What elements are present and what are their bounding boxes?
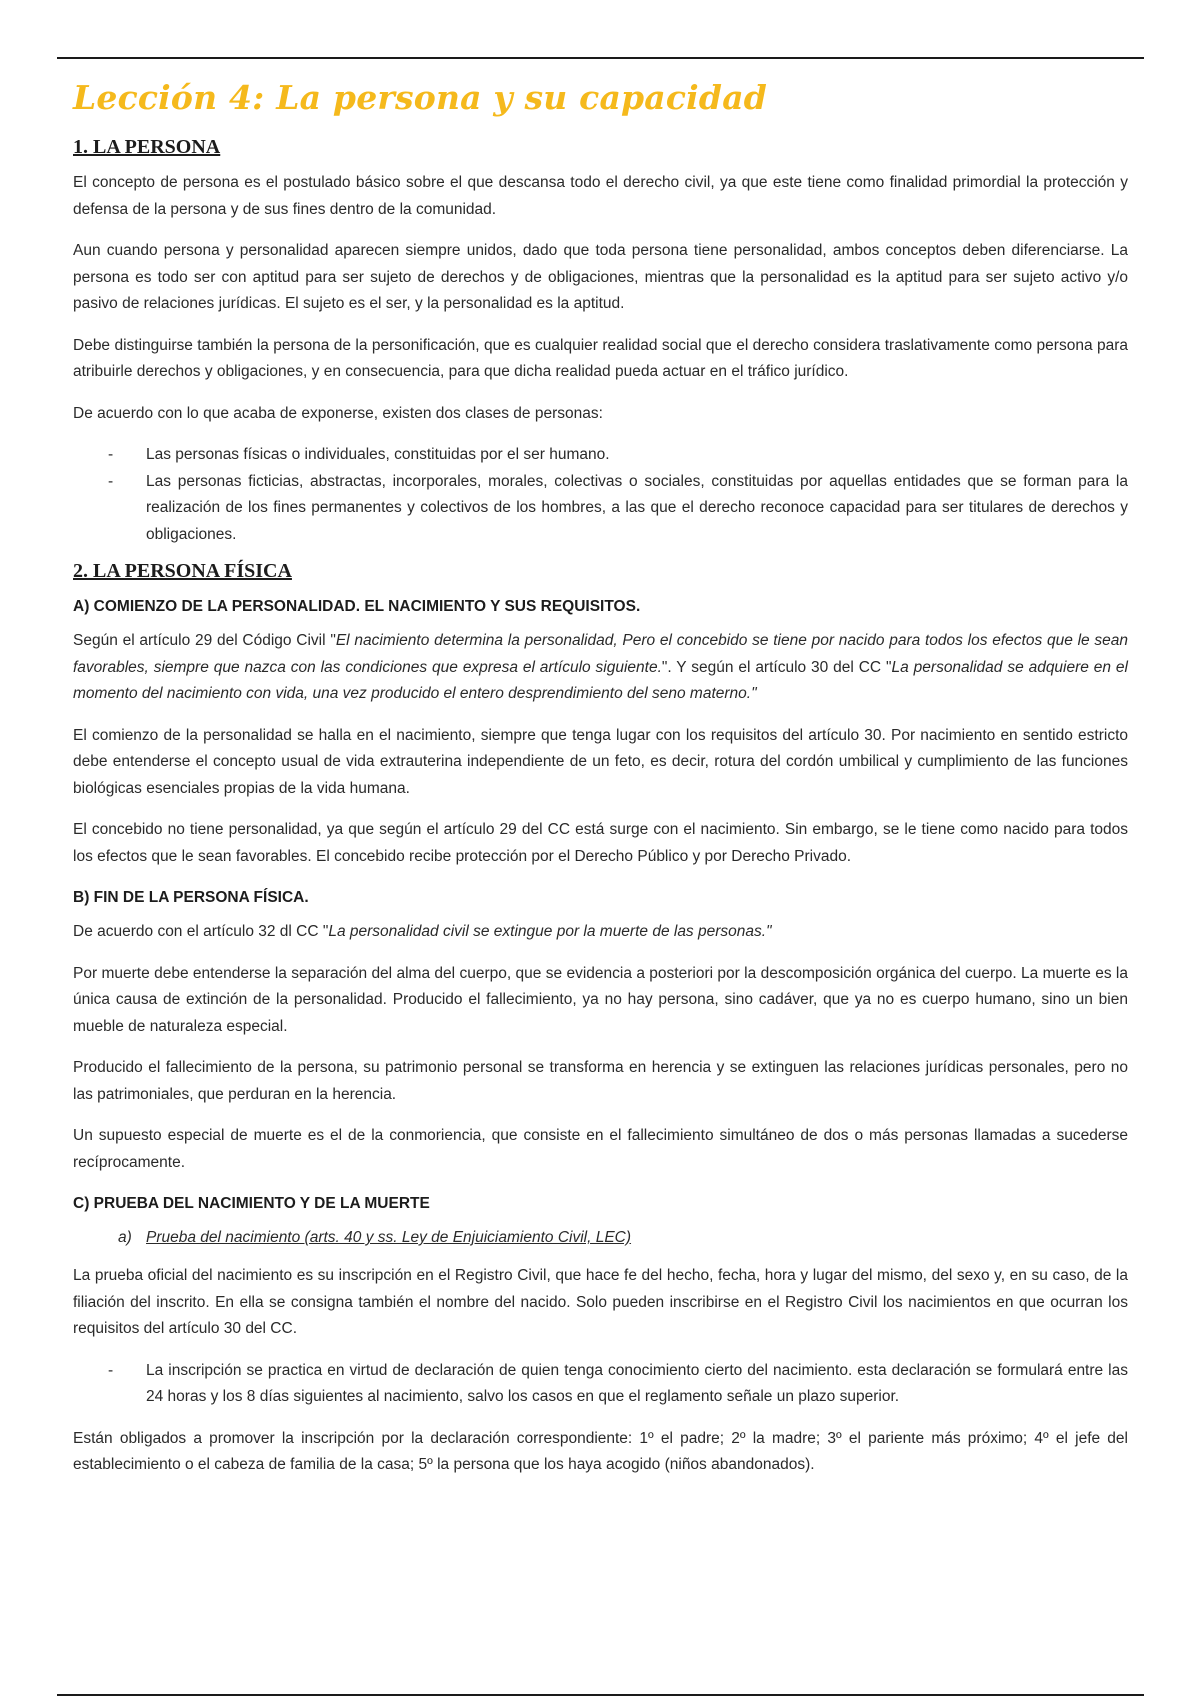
paragraph: La prueba oficial del nacimiento es su inscripción en el Registro Civil, que hace fe del hecho, fecha, hora y lugar del mismo, del sexo y, en su caso, de la filiación del inscrito. En ella se consigna también el nombre del nacido. Solo pueden inscribirse en el Registro Civil los nacimientos en que ocurran los requisitos del artículo 30 del CC. [73,1267,1128,1337]
list-item: - Las personas físicas o individuales, constituidas por el ser humano. [73,442,1128,469]
paragraph: Producido el fallecimiento de la persona, su patrimonio personal se transforma en herencia y se extinguen las relaciones jurídicas personales, pero no las patrimoniales, que perduran en la herencia. [73,1059,1128,1103]
subsection-heading-a: A) COMIENZO DE LA PERSONALIDAD. EL NACIMIENTO Y SUS REQUISITOS. [73,598,641,615]
list-item: - Las personas ficticias, abstractas, incorporales, morales, colectivas o sociales, constituidas por aquellas entidades que se forman para la realización de los fines permanentes y colectivos de los hombres, a las que el derecho reconoce capacidad para ser titulares de derechos y obligaciones. [73,469,1128,549]
section-heading-2: 2. LA PERSONA FÍSICA [73,560,292,582]
paragraph: El concepto de persona es el postulado básico sobre el que descansa todo el derecho civil, ya que este tiene como finalidad primordial la protección y defensa de la persona y de sus fines dentro de la comunidad. [73,174,1128,218]
lesson-title: Lección 4: La persona y su capacidad [73,78,768,117]
section-heading-1: 1. LA PERSONA [73,136,221,158]
subsection-heading-b: B) FIN DE LA PERSONA FÍSICA. [73,889,309,906]
paragraph: De acuerdo con lo que acaba de exponerse, existen dos clases de personas: [73,404,603,422]
sub-heading-birth-proof: a) Prueba del nacimiento (arts. 40 y ss. Ley de Enjuiciamiento Civil, LEC) [118,1229,632,1246]
paragraph: Por muerte debe entenderse la separación del alma del cuerpo, que se evidencia a posteriori por la descomposición orgánica del cuerpo. La muerte es la única causa de extinción de la personalidad. Producido el fallecimiento, ya no hay persona, sino cadáver, que ya no es cuerpo humano, sino un bien mueble de naturaleza especial. [73,964,1128,1035]
registration-list [73,1358,1128,1411]
quote: El nacimiento determina la personalidad, Pero el concebido se tiene por nacido para todos los efectos que le sean favorables, siempre que nazca con las condiciones que expresa el artículo siguiente. [73,632,1128,676]
paragraph: De acuerdo con el artículo 32 dl CC "La personalidad civil se extingue por la muerte de las personas." [73,923,772,940]
paragraph: Aun cuando persona y personalidad aparecen siempre unidos, dado que toda persona tiene personalidad, ambos conceptos deben diferenciarse. La persona es todo ser con aptitud para ser sujeto de derechos y de obligaciones, mientras que la personalidad es la aptitud para ser sujeto activo y/o pasivo de relaciones jurídicas. El sujeto es el ser, y la personalidad es la aptitud. [73,242,1128,312]
quote: La personalidad se adquiere en el momento del nacimiento con vida, una vez producido el entero desprendimiento del seno materno." [73,658,1128,702]
paragraph: El comienzo de la personalidad se halla en el nacimiento, siempre que tenga lugar con los requisitos del artículo 30. Por nacimiento en sentido estricto debe entenderse el concepto usual de vida extrauterina independiente de un feto, es decir, rotura del cordón umbilical y cumplimiento de las funciones biológicas esenciales propias de la vida humana. [73,726,1128,797]
list-item: - La inscripción se practica en virtud de declaración de quien tenga conocimiento cierto del nacimiento. esta declaración se formulará entre las 24 horas y los 8 días siguientes al nacimiento, salvo los casos en que el reglamento señale un plazo superior. [73,1358,1128,1411]
paragraph: Debe distinguirse también la persona de la personificación, que es cualquier realidad social que el derecho considera traslativamente como persona para atribuirle derechos y obligaciones, y en consecuencia, para que dicha realidad pueda actuar en el tráfico jurídico. [73,336,1128,380]
top-rule [57,57,1144,59]
paragraph: Según el artículo 29 del Código Civil "El nacimiento determina la personalidad, Pero el concebido se tiene por nacido para todos los efectos que le sean favorables, siempre que nazca con las condiciones que expresa el artículo siguiente.". Y según el artículo 30 del CC "La personalidad se adquiere en el momento del nacimiento con vida, una vez producido el entero desprendimiento del seno materno." [73,632,1128,702]
document-page [73,76,1128,1494]
subsection-heading-c: C) PRUEBA DEL NACIMIENTO Y DE LA MUERTE [73,1195,430,1212]
paragraph: Un supuesto especial de muerte es el de la conmoriencia, que consiste en el fallecimiento simultáneo de dos o más personas llamadas a sucederse recíprocamente. [73,1127,1128,1171]
person-types-list [73,442,1128,548]
bottom-rule [57,1694,1144,1696]
paragraph: El concebido no tiene personalidad, ya que según el artículo 29 del CC está surge con el nacimiento. Sin embargo, se le tiene como nacido para todos los efectos que le sean favorables. El concebido recibe protección por el Derecho Público y por Derecho Privado. [73,821,1128,865]
paragraph: Están obligados a promover la inscripción por la declaración correspondiente: 1º el padre; 2º la madre; 3º el pariente más próximo; 4º el jefe del establecimiento o el cabeza de familia de la casa; 5º la persona que los haya acogido (niños abandonados). [73,1429,1128,1473]
quote: La personalidad civil se extingue por la muerte de las personas." [328,923,772,940]
